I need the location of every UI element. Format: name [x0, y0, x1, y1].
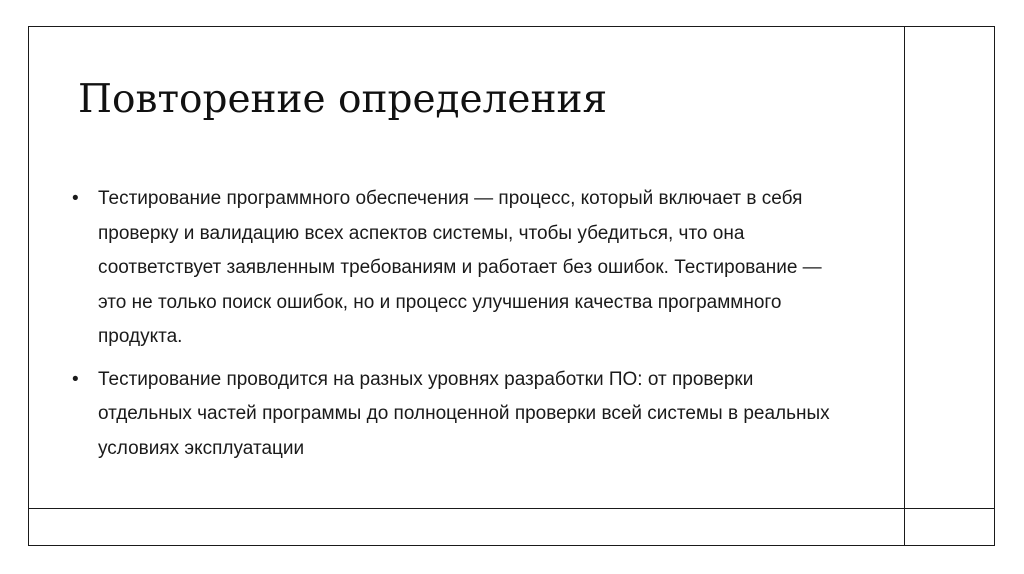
slide-title: Повторение определения: [78, 77, 608, 122]
frame-horizontal-divider: [28, 508, 995, 509]
bullet-list: [72, 182, 852, 474]
bullet-text: Тестирование программного обеспечения — процесс, который включает в себя проверку и валидацию всех аспектов системы, чтобы убедиться, что она соответствует заявленным требованиям и работает без ошибок. Тестирование — это не только поиск ошибок, но и процесс улучшения качества программного продукта.: [98, 188, 822, 347]
bullet-item: [72, 182, 852, 355]
frame-vertical-divider: [904, 26, 905, 546]
bullet-text: Тестирование проводится на разных уровнях разработки ПО: от проверки отдельных частей программы до полноценной проверки всей системы в реальных условиях эксплуатации: [98, 368, 830, 459]
bullet-icon: •: [72, 368, 79, 390]
bullet-icon: •: [72, 188, 79, 209]
bullet-item: [72, 363, 852, 467]
